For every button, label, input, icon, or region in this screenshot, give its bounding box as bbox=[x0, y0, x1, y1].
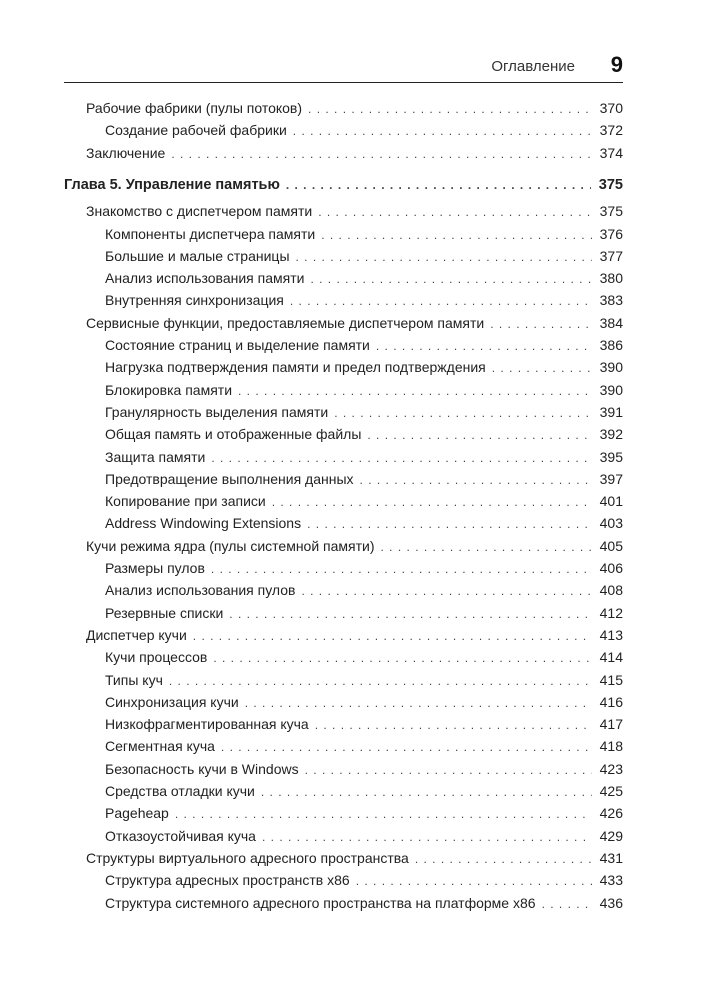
toc-entry-page: 384 bbox=[599, 314, 623, 331]
toc-entry bbox=[64, 825, 623, 847]
toc-entry-title: Анализ использования памяти bbox=[105, 270, 305, 287]
dot-leader bbox=[229, 603, 591, 625]
toc-entry-title: Резервные списки bbox=[105, 604, 224, 621]
dot-leader bbox=[492, 357, 592, 379]
toc-entry bbox=[64, 423, 623, 445]
toc-entry-title: Сегментная куча bbox=[105, 738, 215, 755]
dot-leader bbox=[415, 848, 592, 870]
toc-entry bbox=[64, 780, 623, 802]
page-number: 9 bbox=[610, 52, 623, 77]
toc-entry-page: 412 bbox=[599, 604, 623, 621]
toc-entry bbox=[64, 289, 623, 311]
toc-entry-title: Синхронизация кучи bbox=[105, 693, 239, 710]
toc-entry-title: Pageheap bbox=[105, 805, 169, 822]
toc-entry-page: 374 bbox=[599, 144, 623, 161]
running-header-title: Оглавление bbox=[491, 58, 575, 75]
dot-leader bbox=[211, 447, 591, 469]
dot-leader bbox=[286, 174, 591, 196]
toc-entry-title: Внутренняя синхронизация bbox=[105, 292, 284, 309]
toc-entry-page: 390 bbox=[599, 381, 623, 398]
toc-entry-title: Низкофрагментированная куча bbox=[105, 716, 309, 733]
dot-leader bbox=[238, 380, 592, 402]
toc-entry-page: 406 bbox=[599, 560, 623, 576]
toc-entry-title: Нагрузка подтверждения памяти и предел подтверждения bbox=[105, 359, 486, 376]
toc-entry-page: 401 bbox=[599, 493, 623, 510]
dot-leader bbox=[490, 313, 591, 335]
toc-entry bbox=[64, 468, 623, 490]
toc-entry bbox=[64, 356, 623, 378]
toc-entry bbox=[64, 401, 623, 423]
toc-entry-page: 397 bbox=[599, 470, 623, 487]
toc-entry-page: 395 bbox=[599, 448, 623, 465]
toc-entry-page: 375 bbox=[598, 176, 623, 193]
toc-entry-title: Создание рабочей фабрики bbox=[105, 122, 287, 139]
toc-entry-page: 372 bbox=[599, 122, 623, 139]
dot-leader bbox=[315, 714, 592, 736]
dot-leader bbox=[367, 424, 591, 446]
toc-entry bbox=[64, 579, 623, 601]
toc-entry bbox=[64, 847, 623, 869]
toc-entry-page: 429 bbox=[599, 827, 623, 844]
toc-entry-title: Кучи процессов bbox=[105, 649, 208, 666]
page-header bbox=[64, 52, 623, 83]
dot-leader bbox=[296, 246, 592, 268]
dot-leader bbox=[175, 803, 592, 825]
toc-entry-page: 391 bbox=[599, 403, 623, 420]
dot-leader bbox=[307, 513, 592, 535]
toc-entry-page: 414 bbox=[599, 649, 623, 666]
toc-entry-page: 433 bbox=[599, 872, 623, 889]
toc-entry-page: 425 bbox=[599, 783, 623, 799]
dot-leader bbox=[318, 201, 591, 223]
toc-entry-title: Знакомство с диспетчером памяти bbox=[86, 203, 313, 220]
toc-entry-page: 408 bbox=[599, 582, 623, 599]
toc-entry-title: Рабочие фабрики (пулы потоков) bbox=[86, 100, 303, 116]
toc-entry-page: 390 bbox=[599, 359, 623, 376]
toc-entry-page: 426 bbox=[599, 805, 623, 822]
dot-leader bbox=[262, 826, 592, 848]
toc-entry-title: Размеры пулов bbox=[105, 560, 205, 576]
dot-leader bbox=[245, 692, 592, 714]
dot-leader bbox=[356, 870, 592, 892]
dot-leader bbox=[169, 670, 592, 692]
toc-entry-page: 416 bbox=[599, 693, 623, 710]
toc-entry bbox=[64, 223, 623, 245]
toc-entry bbox=[64, 490, 623, 512]
toc-entry-page: 370 bbox=[599, 100, 623, 116]
dot-leader bbox=[261, 781, 592, 803]
toc-entry-title: Кучи режима ядра (пулы системной памяти) bbox=[86, 537, 375, 554]
toc-entry bbox=[64, 267, 623, 289]
dot-leader bbox=[171, 143, 591, 165]
dot-leader bbox=[542, 893, 592, 915]
dot-leader bbox=[193, 625, 592, 647]
dot-leader bbox=[376, 335, 592, 357]
toc-entry-title: Общая память и отображенные файлы bbox=[105, 426, 362, 443]
dot-leader bbox=[308, 98, 592, 120]
toc-entry bbox=[64, 245, 623, 267]
toc-entry-title: Большие и малые страницы bbox=[105, 247, 290, 264]
toc-entry-page: 436 bbox=[599, 894, 623, 911]
toc-entry bbox=[64, 379, 623, 401]
toc-entry bbox=[64, 557, 623, 579]
dot-leader bbox=[381, 536, 592, 558]
toc-entry-page: 418 bbox=[599, 738, 623, 755]
dot-leader bbox=[321, 224, 591, 246]
toc-entry-page: 415 bbox=[599, 671, 623, 688]
toc-entry-title: Типы куч bbox=[105, 671, 163, 688]
toc-entry-title: Средства отладки кучи bbox=[105, 783, 255, 799]
toc-entry-title: Компоненты диспетчера памяти bbox=[105, 225, 316, 242]
toc-entry bbox=[64, 624, 623, 646]
toc-entry bbox=[64, 535, 623, 557]
toc-entry-title: Структура системного адресного пространства на платформе x86 bbox=[105, 894, 536, 911]
toc-entry-page: 386 bbox=[599, 337, 623, 353]
toc-entry bbox=[64, 119, 623, 141]
toc-entry-page: 405 bbox=[599, 537, 623, 554]
toc-entry bbox=[64, 869, 623, 891]
toc-chapter-entry bbox=[64, 174, 623, 196]
toc-entry bbox=[64, 691, 623, 713]
toc-entry-title: Состояние страниц и выделение памяти bbox=[105, 337, 370, 353]
toc-entry bbox=[64, 713, 623, 735]
toc-entry-page: 417 bbox=[599, 716, 623, 733]
dot-leader bbox=[305, 759, 592, 781]
toc-entry bbox=[64, 312, 623, 334]
toc-entry-title: Предотвращение выполнения данных bbox=[105, 470, 354, 487]
toc-entry-title: Заключение bbox=[86, 144, 166, 161]
toc-entry-page: 423 bbox=[599, 760, 623, 777]
dot-leader bbox=[272, 491, 592, 513]
dot-leader bbox=[334, 402, 591, 424]
toc-entry bbox=[64, 142, 623, 164]
toc-entry-title: Гранулярность выделения памяти bbox=[105, 403, 329, 420]
dot-leader bbox=[310, 268, 591, 290]
dot-leader bbox=[221, 736, 592, 758]
toc-entry-title: Диспетчер кучи bbox=[86, 626, 187, 643]
toc-entry-title: Глава 5. Управление памятью bbox=[64, 176, 280, 193]
toc-entry bbox=[64, 892, 623, 914]
dot-leader bbox=[360, 469, 592, 491]
toc-entry-title: Структуры виртуального адресного пространства bbox=[86, 849, 409, 866]
toc-entry bbox=[64, 200, 623, 222]
toc-entry bbox=[64, 802, 623, 824]
dot-leader bbox=[301, 580, 591, 602]
dot-leader bbox=[211, 558, 592, 580]
toc-entry bbox=[64, 334, 623, 356]
toc-entry-title: Отказоустойчивая куча bbox=[105, 827, 256, 844]
toc-entry bbox=[64, 669, 623, 691]
toc-entry bbox=[64, 97, 623, 119]
toc-entry-title: Address Windowing Extensions bbox=[105, 515, 302, 532]
toc-entry bbox=[64, 646, 623, 668]
toc-entry-page: 431 bbox=[599, 849, 623, 866]
toc-entry-title: Безопасность кучи в Windows bbox=[105, 760, 299, 777]
toc-entry-page: 392 bbox=[599, 426, 623, 443]
toc-entry bbox=[64, 602, 623, 624]
toc-entry-page: 376 bbox=[599, 225, 623, 242]
toc-entry-title: Защита памяти bbox=[105, 448, 206, 465]
dot-leader bbox=[213, 647, 591, 669]
toc-entry-page: 377 bbox=[599, 247, 623, 264]
toc-entry-page: 380 bbox=[599, 270, 623, 287]
toc-entry-title: Копирование при записи bbox=[105, 493, 266, 510]
toc-entry bbox=[64, 446, 623, 468]
toc-entry-title: Структура адресных пространств x86 bbox=[105, 872, 350, 889]
toc-entry-page: 403 bbox=[599, 515, 623, 532]
toc-entry bbox=[64, 512, 623, 534]
dot-leader bbox=[290, 290, 592, 312]
toc-entry-title: Анализ использования пулов bbox=[105, 582, 296, 599]
toc-entry-page: 413 bbox=[599, 626, 623, 643]
toc-entry-title: Сервисные функции, предоставляемые диспетчером памяти bbox=[86, 314, 485, 331]
toc-entry bbox=[64, 735, 623, 757]
toc-entry-page: 383 bbox=[599, 292, 623, 309]
dot-leader bbox=[293, 120, 592, 142]
toc-entry bbox=[64, 758, 623, 780]
toc-entry-title: Блокировка памяти bbox=[105, 381, 233, 398]
toc-entry-page: 375 bbox=[599, 203, 623, 220]
